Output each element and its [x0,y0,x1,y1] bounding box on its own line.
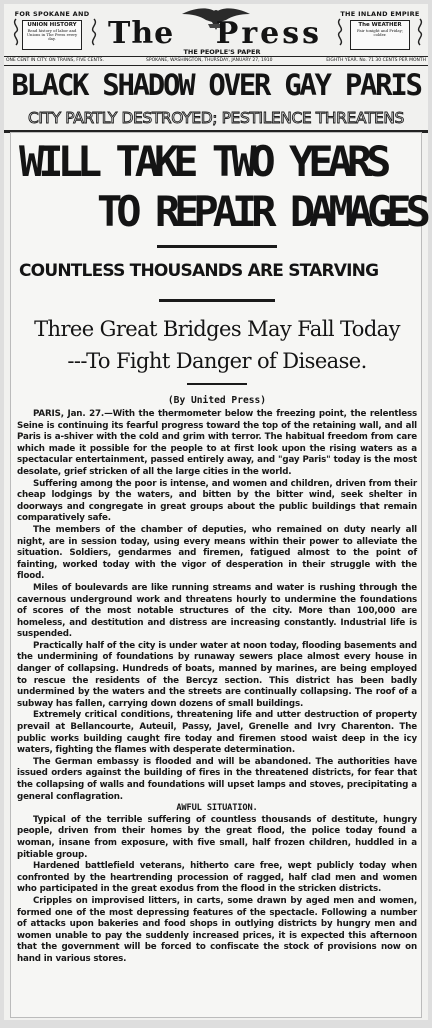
weather-box-body: Fair tonight and Friday; colder. [356,28,404,38]
paragraph: Practically half of the city is under water at noon today, flooding basements and the undermining of foundations by runaway sewers place almost every house in danger of collapsing. Hundreds of boats, manned by marines, are being employed to rescue the residents of the Bercyz section. This district has been badly undermined by the waters and the streets are continually collapsing. The roof of a subway has fallen, carrying down dozens of small buildings. [17,640,417,709]
subdeck-line-2: ---To Fight Danger of Disease. [67,349,367,373]
price-line: ONE CENT IN CITY. ON TRAINS, FIVE CENTS. [6,58,104,63]
subdeck-line-1: Three Great Bridges May Fall Today [34,317,400,341]
right-ear-heading: THE INLAND EMPIRE [340,10,420,18]
paragraph: Miles of boulevards are like running streams and water is rushing through the cavernous underground work and threatens hourly to undermine the foundations of scores of the most notable structures of the city. More than 100,000 are homeless, and destitution and distress are increasing constantly. Industrial life is suspended. [17,582,417,640]
nameplate-tagline: THE PEOPLE'S PAPER [183,48,261,56]
subdeck-rule [187,383,247,385]
left-ear-box-body: Read history of labor and Unions in The Press every day. [26,28,78,42]
paragraph: The members of the chamber of deputies, who remained on duty nearly all night, are in session today, using every means within their power to alleviate the situation. Soldiers, gendarmes and firemen, fatigued almost to the point of fainting, worked today with the vigor of desperation in their struggle with the flood. [17,524,417,582]
article-body [17,409,417,966]
headline-line-2: TO REPAIR DAMAGES [97,187,425,236]
paragraph: PARIS, Jan. 27.—With the thermometer below the freezing point, the relentless Seine is continuing its fearful progress toward the top of the retaining wall, and all Paris is a-shiver with the cold and grim with terror. The habitual freedom from care which made it possible for the people to at first look upon the rising waters as a spectacular entertainment, passed entirely away, and "gay Paris" today is the most desolate, grief stricken of all the large cities in the world. [17,409,417,477]
byline: (By United Press) [167,395,267,406]
article [10,132,425,1018]
nameplate [104,6,328,54]
dateline-bar [4,56,428,66]
newspaper-page [4,4,428,1020]
banner-subheadline: CITY PARTLY DESTROYED; PESTILENCE THREATENS [28,109,404,127]
scroll-ornament-icon [88,18,100,46]
left-ear-heading: FOR SPOKANE AND [14,10,90,18]
weather-box-title: The WEATHER [358,22,402,28]
paragraph: Suffering among the poor is intense, and women and children, driven from their cheap lodgings by the waters, and bitten by the bitter wind, seek shelter in doorways and congregate in great groups about the public buildings that remain comparatively safe. [17,478,417,524]
weather-box [350,20,410,50]
deck-rule [159,299,275,302]
deck-headline: COUNTLESS THOUSANDS ARE STARVING [19,261,379,281]
masthead [4,4,428,66]
paragraph: Typical of the terrible suffering of countless thousands of destitute, hungry people, driven from their homes by the great flood, the police today found a woman, insane from exposure, with five small, half frozen children, huddled in a pitiable group. [17,814,417,860]
paragraph: Extremely critical conditions, threatening life and utter destruction of property prevail at Bellancourte, Auteuil, Passy, Javel, Grenelle and Ivry Charenton. The public works building caught fire today and firemen stood waist deep in the icy waters, fighting the flames with desperate determination. [17,710,417,756]
paragraph: The German embassy is flooded and will be abandoned. The authorities have issued orders against the building of fires in the threatened districts, for fear that the collapsing of walls and foundations will upset lamps and stoves, precipitating a general conflagration. [17,756,417,802]
edition-line: EIGHTH YEAR. No. 71 30 CENTS PER MONTH [326,58,426,63]
paragraph: Cripples on improvised litters, in carts, some drawn by aged men and women, formed one of the most depressing features of the spectacle. Following a number of attacks upon bakeries and food shops in outlying districts by hungry men and women unable to pay the suddenly increased prices, it is expected this afternoon that the government will be forced to confiscate the stock of provisions now on hand in various stores. [17,895,417,964]
paragraph: Hardened battlefield veterans, hitherto care free, wept publicly today when confronted by the heartrending procession of ragged, half clad men and women who participated in the great exodus from the flood in the stricken districts. [17,861,417,895]
scroll-ornament-icon [10,18,22,46]
nameplate-press: Press [215,16,322,51]
left-ear-box [22,20,82,50]
nameplate-the: The [108,16,175,51]
subhead: AWFUL SITUATION. [176,803,258,814]
left-ear-box-title: UNION HISTORY [27,22,77,28]
headline-rule [157,245,277,248]
banner-headline: BLACK SHADOW OVER GAY PARIS [11,68,421,102]
headline-line-1: WILL TAKE TWO YEARS [19,137,386,186]
date-line: SPOKANE, WASHINGTON, THURSDAY, JANUARY 27, 1910 [146,58,273,63]
right-ear [334,10,426,50]
